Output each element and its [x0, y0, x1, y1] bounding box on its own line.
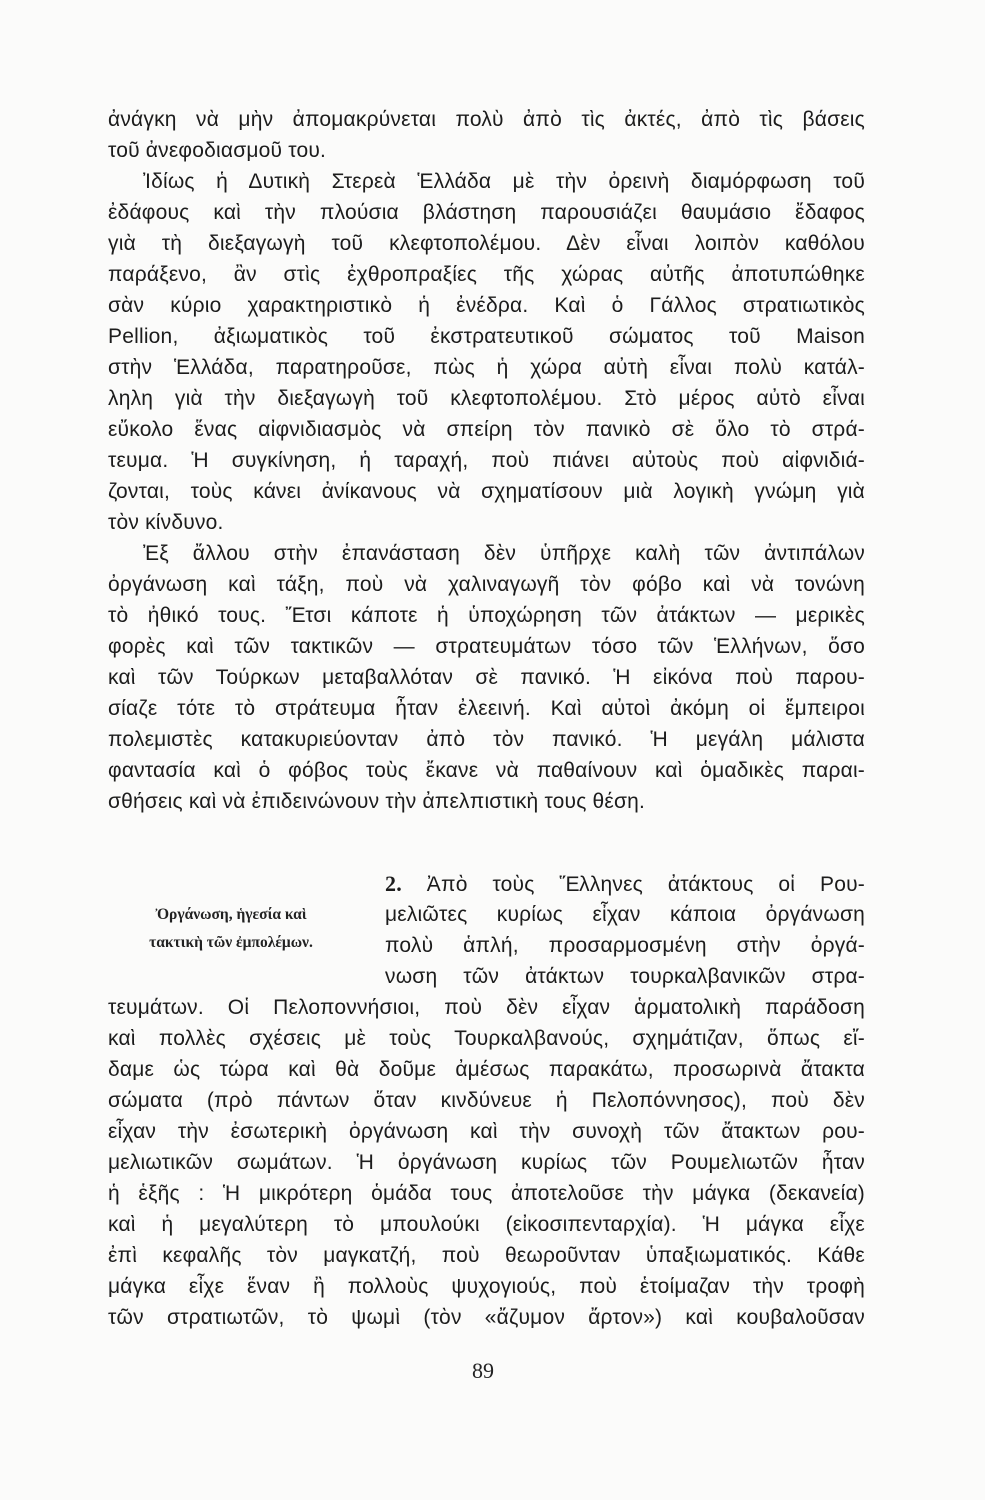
section-2-body [108, 992, 865, 1333]
text-line: σώματα (πρὸ πάντων ὅταν κινδύνευε ἡ Πελοπόννησος), ποὺ δὲν [108, 1089, 865, 1112]
text-line: τῶν στρατιωτῶν, τὸ ψωμὶ (τὸν «ἄζυμον ἄρτον») καὶ κουβαλοῦσαν [108, 1306, 865, 1329]
text-line: μάγκα εἶχε ἕναν ἢ πολλοὺς ψυχογιούς, ποὺ ἑτοίμαζαν τὴν τροφὴ [108, 1275, 865, 1298]
text-line: τευμάτων. Οἱ Πελοποννήσιοι, ποὺ δὲν εἶχαν ἁρματολικὴ παράδοση [108, 996, 865, 1019]
text-line: ἐπὶ κεφαλῆς τὸν μαγκατζή, ποὺ θεωροῦνταν ὑπαξιωματικός. Κάθε [108, 1244, 865, 1267]
text-line: φορὲς καὶ τῶν τακτικῶν — στρατευμάτων τόσο τῶν Ἑλλήνων, ὅσο [108, 635, 865, 658]
text-line: σθήσεις καὶ νὰ ἐπιδεινώνουν τὴν ἀπελπιστικὴ τους θέση. [108, 790, 646, 813]
text-line: καὶ τῶν Τούρκων μεταβαλλόταν σὲ πανικό. Ἡ εἰκόνα ποὺ παρου- [108, 666, 865, 689]
body-text-block [108, 104, 865, 817]
margin-note [110, 901, 352, 957]
text-line: μελιωτικῶν σωμάτων. Ἡ ὀργάνωση κυρίως τῶν Ρουμελιωτῶν ἦταν [108, 1151, 865, 1174]
text-line: ζονται, τοὺς κάνει ἀνίκανους νὰ σχηματίσουν μιὰ λογικὴ γνώμη γιὰ [108, 480, 865, 503]
text-line: ὀργάνωση καὶ τάξη, ποὺ νὰ χαλιναγωγῆ τὸν φόβο καὶ νὰ τονώνη [108, 573, 865, 596]
section-2-first-line-text: Ἀπὸ τοὺς Ἕλληνες ἀτάκτους οἱ Ρου- [426, 873, 865, 896]
text-line: τὸν κίνδυνο. [108, 511, 224, 534]
section-2-first-line [385, 868, 865, 899]
text-line: σίαζε τότε τὸ στράτευμα ἦταν ἐλεεινή. Καὶ αὐτοὶ ἀκόμη οἱ ἔμπειροι [108, 697, 865, 720]
margin-note-line: Ὀργάνωση, ἡγεσία καὶ [155, 906, 307, 923]
text-line: ἡ ἑξῆς : Ἡ μικρότερη ὁμάδα τους ἀποτελοῦσε τὴν μάγκα (δεκανεία) [108, 1182, 865, 1205]
text-line: νωση τῶν ἀτάκτων τουρκαλβανικῶν στρα- [385, 965, 865, 988]
section-2-opening [385, 868, 865, 992]
text-line: εἶχαν τὴν ἐσωτερικὴ ὀργάνωση καὶ τὴν συνοχὴ τῶν ἄτακτων ρου- [108, 1120, 865, 1143]
section-number: 2. [385, 871, 402, 896]
text-line: φαντασία καὶ ὁ φόβος τοὺς ἔκανε νὰ παθαίνουν καὶ ὁμαδικὲς παραι- [108, 759, 865, 782]
text-line: τὸ ἠθικό τους. Ἔτσι κάποτε ἡ ὑποχώρηση τῶν ἀτάκτων — μερικὲς [108, 604, 865, 627]
text-line: στὴν Ἑλλάδα, παρατηροῦσε, πὼς ἡ χώρα αὐτὴ εἶναι πολὺ κατάλ- [108, 356, 865, 379]
text-line: δαμε ὡς τώρα καὶ θὰ δοῦμε ἀμέσως παρακάτω, προσωρινὰ ἄτακτα [108, 1058, 865, 1081]
margin-note-line: τακτικὴ τῶν ἐμπολέμων. [149, 934, 313, 951]
text-line: εὔκολο ἕνας αἰφνιδιασμὸς νὰ σπείρη τὸν πανικὸ σὲ ὅλο τὸ στρά- [108, 418, 865, 441]
text-line: ἀνάγκη νὰ μὴν ἀπομακρύνεται πολὺ ἀπὸ τὶς ἀκτές, ἀπὸ τὶς βάσεις [108, 108, 865, 131]
text-line: καὶ πολλὲς σχέσεις μὲ τοὺς Τουρκαλβανούς, σχημάτιζαν, ὅπως εἴ- [108, 1027, 865, 1050]
text-line: Pellion, ἀξιωματικὸς τοῦ ἐκστρατευτικοῦ σώματος τοῦ Maison [108, 325, 865, 348]
text-line: μελιῶτες κυρίως εἶχαν κάποια ὀργάνωση [385, 903, 865, 926]
text-line: γιὰ τὴ διεξαγωγὴ τοῦ κλεφτοπολέμου. Δὲν εἶναι λοιπὸν καθόλου [108, 232, 865, 255]
text-line: τευμα. Ἡ συγκίνηση, ἡ ταραχή, ποὺ πιάνει αὐτοὺς ποὺ αἰφνιδιά- [108, 449, 865, 472]
text-line: σὰν κύριο χαρακτηριστικὸ ἡ ἐνέδρα. Καὶ ὁ Γάλλος στρατιωτικὸς [108, 294, 865, 317]
text-line: πολεμιστὲς κατακυριεύονταν ἀπὸ τὸν πανικό. Ἡ μεγάλη μάλιστα [108, 728, 865, 751]
text-line: πολὺ ἁπλή, προσαρμοσμένη στὴν ὀργά- [385, 934, 865, 957]
text-line: ληλη γιὰ τὴν διεξαγωγὴ τοῦ κλεφτοπολέμου. Στὸ μέρος αὐτὸ εἶναι [108, 387, 865, 410]
text-line: παράξενο, ἂν στὶς ἐχθροπραξίες τῆς χώρας αὐτῆς ἀποτυπώθηκε [108, 263, 865, 286]
paragraph-first-line: Ἰδίως ἡ Δυτικὴ Στερεὰ Ἑλλάδα μὲ τὴν ὀρεινὴ διαμόρφωση τοῦ [143, 170, 865, 193]
page-number: 89 [472, 1358, 494, 1383]
text-line: τοῦ ἀνεφοδιασμοῦ του. [108, 139, 327, 162]
text-line: ἐδάφους καὶ τὴν πλούσια βλάστηση παρουσιάζει θαυμάσιο ἔδαφος [108, 201, 865, 224]
text-line: καὶ ἡ μεγαλύτερη τὸ μπουλούκι (εἰκοσιπενταρχία). Ἡ μάγκα εἶχε [108, 1213, 865, 1236]
paragraph-first-line: Ἐξ ἄλλου στὴν ἐπανάσταση δὲν ὑπῆρχε καλὴ τῶν ἀντιπάλων [143, 542, 865, 565]
